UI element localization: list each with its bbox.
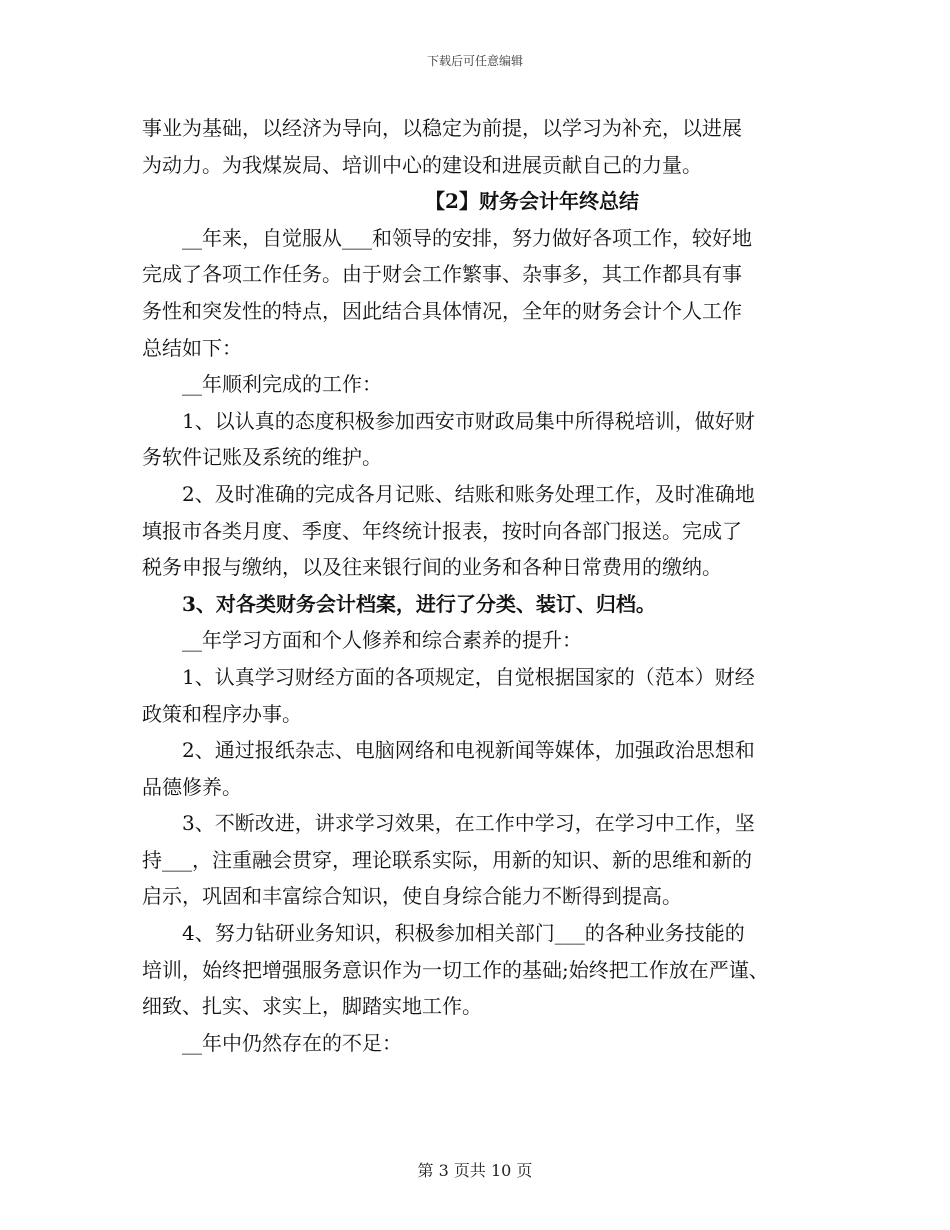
header-note: 下载后可任意编辑: [426, 54, 523, 68]
paragraph-line: 总结如下：: [142, 335, 242, 360]
document-body: [142, 110, 822, 1061]
list-item-line: 1、认真学习财经方面的各项规定，自觉根据国家的（范本）财经: [182, 664, 755, 689]
list-item-line: 2、通过报纸杂志、电脑网络和电视新闻等媒体，加强政治思想和: [182, 738, 755, 763]
list-item-line: 1、以认真的态度积极参加西安市财政局集中所得税培训，做好财: [182, 408, 755, 433]
section-title: 【2】财务会计年终总结: [425, 189, 639, 214]
intro-line: 为动力。为我煤炭局、培训中心的建设和进展贡献自己的力量。: [142, 152, 702, 177]
subheading: __年顺利完成的工作：: [182, 372, 382, 397]
page-number: 第 3 页共 10 页: [417, 1161, 533, 1180]
list-item-line: 培训，始终把增强服务意识作为一切工作的基础;始终把工作放在严谨、: [142, 957, 769, 982]
list-item-line: 启示，巩固和丰富综合知识，使自身综合能力不断得到提高。: [142, 884, 682, 909]
list-item-line: 3、不断改进，讲求学习效果，在工作中学习，在学习中工作，坚: [182, 811, 755, 836]
list-item-line: 2、及时准确的完成各月记账、结账和账务处理工作，及时准确地: [182, 481, 755, 506]
list-item-bold: 3、对各类财务会计档案，进行了分类、装订、归档。: [182, 591, 656, 616]
list-item-line: 务软件记账及系统的维护。: [142, 445, 382, 470]
list-item-line: 细致、扎实、求实上，脚踏实地工作。: [142, 994, 482, 1019]
list-item-line: 填报市各类月度、季度、年终统计报表，按时向各部门报送。完成了: [142, 518, 742, 543]
list-item-line: 持___，注重融会贯穿，理论联系实际，用新的知识、新的思维和新的: [142, 847, 752, 872]
paragraph-line: 务性和突发性的特点，因此结合具体情况，全年的财务会计个人工作: [142, 298, 742, 323]
paragraph-line: __年来，自觉服从___和领导的安排，努力做好各项工作，较好地: [182, 225, 752, 250]
list-item-line: 4、努力钻研业务知识，积极参加相关部门___的各种业务技能的: [182, 921, 745, 946]
intro-line: 事业为基础，以经济为导向，以稳定为前提，以学习为补充，以进展: [142, 116, 742, 140]
subheading: __年中仍然存在的不足：: [182, 1030, 402, 1055]
list-item-line: 政策和程序办事。: [142, 701, 302, 726]
paragraph-line: 完成了各项工作任务。由于财会工作繁事、杂事多，其工作都具有事: [142, 262, 742, 287]
list-item-line: 税务申报与缴纳，以及往来银行间的业务和各种日常费用的缴纳。: [142, 555, 722, 580]
list-item-line: 品德修养。: [142, 774, 242, 799]
subheading: __年学习方面和个人修养和综合素养的提升：: [182, 628, 582, 653]
